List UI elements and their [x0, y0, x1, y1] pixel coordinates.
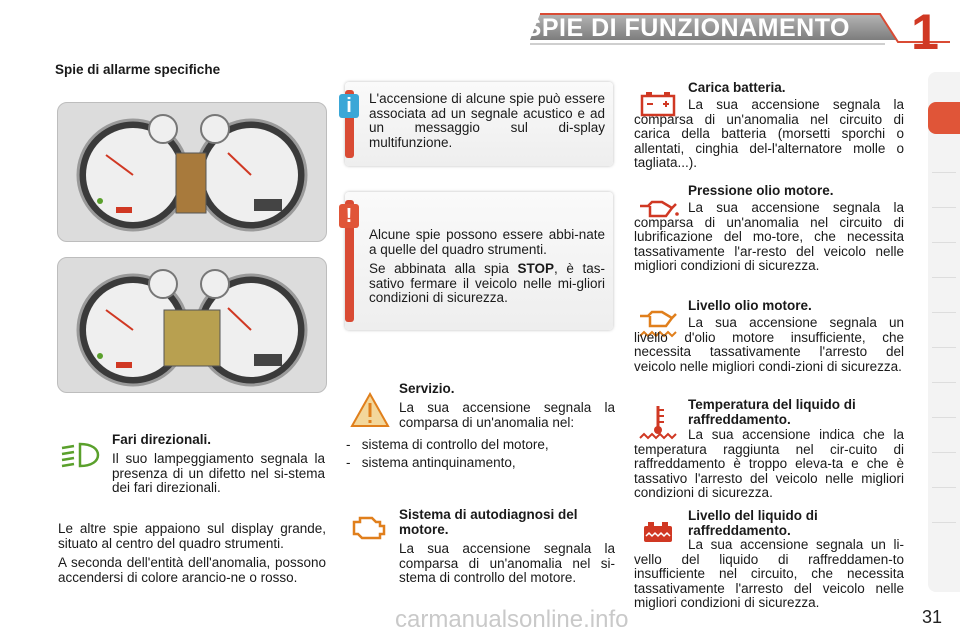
directional-headlamp-icon [58, 440, 102, 475]
instrument-cluster-image [58, 258, 326, 392]
battery-text: La sua accensione segnala la comparsa di un'anomalia nel circuito di carica della batteria (morsetti sporchi o allentati, cinghia del-l'alternatore molle o tagliata...). [634, 97, 904, 170]
info-box [345, 82, 613, 166]
stop-label: STOP [517, 261, 555, 276]
engine-title: Sistema di autodiagnosi del motore. [399, 507, 578, 537]
chapter-number: 1 [911, 4, 939, 60]
chapter-tab-divider [932, 312, 956, 313]
service-list-item-text: sistema antinquinamento, [361, 455, 516, 470]
info-box-text: L'accensione di alcune spie può essere associata ad un segnale acustico e ad un messaggio sul di-splay multifunzione. [369, 91, 605, 150]
warning-box [345, 192, 613, 330]
chapter-tab-divider [932, 452, 956, 453]
engine-icon [348, 512, 388, 547]
service-list-item: - sistema antinquinamento, [346, 455, 516, 470]
info-badge: i [339, 94, 359, 118]
oil-level-title: Livello olio motore. [688, 298, 812, 313]
engine-text: La sua accensione segnala la comparsa di un'anomalia nel si-stema di controllo del motore. [399, 541, 615, 585]
chapter-tab-active [928, 102, 960, 134]
warning-p2-before: Se abbinata alla spia [369, 261, 518, 276]
chapter-tab-divider [932, 487, 956, 488]
oil-level-text: La sua accensione segnala un livello d'olio motore insufficiente, che necessita tassativamente l'arresto del veicolo nelle migliori condi-zioni di sicurezza. [634, 315, 904, 374]
coolant-level-title: Livello del liquido di raffreddamento. [688, 508, 818, 538]
chapter-tab-divider [932, 522, 956, 523]
chapter-tab-divider [932, 417, 956, 418]
chapter-tab-divider [932, 172, 956, 173]
watermark: carmanualsonline.info [395, 606, 629, 633]
service-list-item-text: sistema di controllo del motore, [361, 437, 549, 452]
service-list-item: - sistema di controllo del motore, [346, 437, 549, 452]
chapter-tab-divider [932, 207, 956, 208]
oil-pressure-title: Pressione olio motore. [688, 183, 834, 198]
warning-badge: ! [339, 204, 359, 228]
warning-p2-after: , è tas-sativo fermare il veicolo nelle mi-gliori condizioni di sicurezza. [369, 261, 606, 305]
warning-box-p1: Alcune spie possono essere abbi-nate a quelle del quadro strumenti. [369, 227, 605, 257]
chapter-tab-divider [932, 277, 956, 278]
instrument-panel-illustration-1 [57, 102, 327, 242]
oil-pressure-text: La sua accensione segnala la comparsa di un'anomalia nel circuito di lubrificazione del mo-tore, che necessita tassativamente l'ar-resto del veicolo nelle migliori condizioni di sicurezza. [634, 200, 904, 273]
service-warning-icon [350, 392, 390, 433]
section-heading: Spie di allarme specifiche [55, 62, 221, 77]
instrument-cluster-image [58, 103, 326, 241]
display-note-p2: A seconda dell'entità dell'anomalia, possono accendersi di colore arancio-ne o rosso. [58, 555, 326, 585]
battery-title: Carica batteria. [688, 80, 786, 95]
chapter-tab-divider [932, 382, 956, 383]
coolant-temperature-title: Temperatura del liquido di raffreddamento. [688, 397, 856, 427]
chapter-tabs [928, 72, 960, 592]
chapter-tab-divider [932, 242, 956, 243]
service-title: Servizio. [399, 381, 455, 396]
display-note [58, 522, 326, 585]
page-header [0, 0, 960, 70]
page-number: 31 [921, 607, 942, 627]
headlamp-section [112, 432, 325, 496]
coolant-temperature-text: La sua accensione indica che la temperatura raggiunta nel cir-cuito di raffreddamento è troppo eleva-ta e che è tassativo l'arresto del veicolo nelle migliori condizioni di sicurezza. [634, 427, 904, 500]
coolant-level-text: La sua accensione segnala un li-vello del liquido di raffreddamen-to insufficiente nel circuito, che necessita tassativamente l'arresto del veicolo nelle migliori condizioni di sicurezza. [634, 537, 904, 610]
display-note-p1: Le altre spie appaiono sul display grande, situato al centro del quadro strumenti. [58, 521, 326, 551]
warning-box-content [369, 228, 605, 306]
headlamp-text: Il suo lampeggiamento segnala la presenza di un difetto nel si-stema dei fari direzionali. [112, 451, 325, 495]
page-title: SPIE DI FUNZIONAMENTO [524, 14, 850, 42]
service-section [399, 381, 615, 430]
warning-box-p2 [369, 262, 605, 306]
engine-section [399, 507, 615, 586]
instrument-panel-illustration-2 [57, 257, 327, 393]
chapter-tab-divider [932, 347, 956, 348]
service-text: La sua accensione segnala la comparsa di un'anomalia nel: [399, 400, 615, 430]
headlamp-title: Fari direzionali. [112, 432, 212, 447]
